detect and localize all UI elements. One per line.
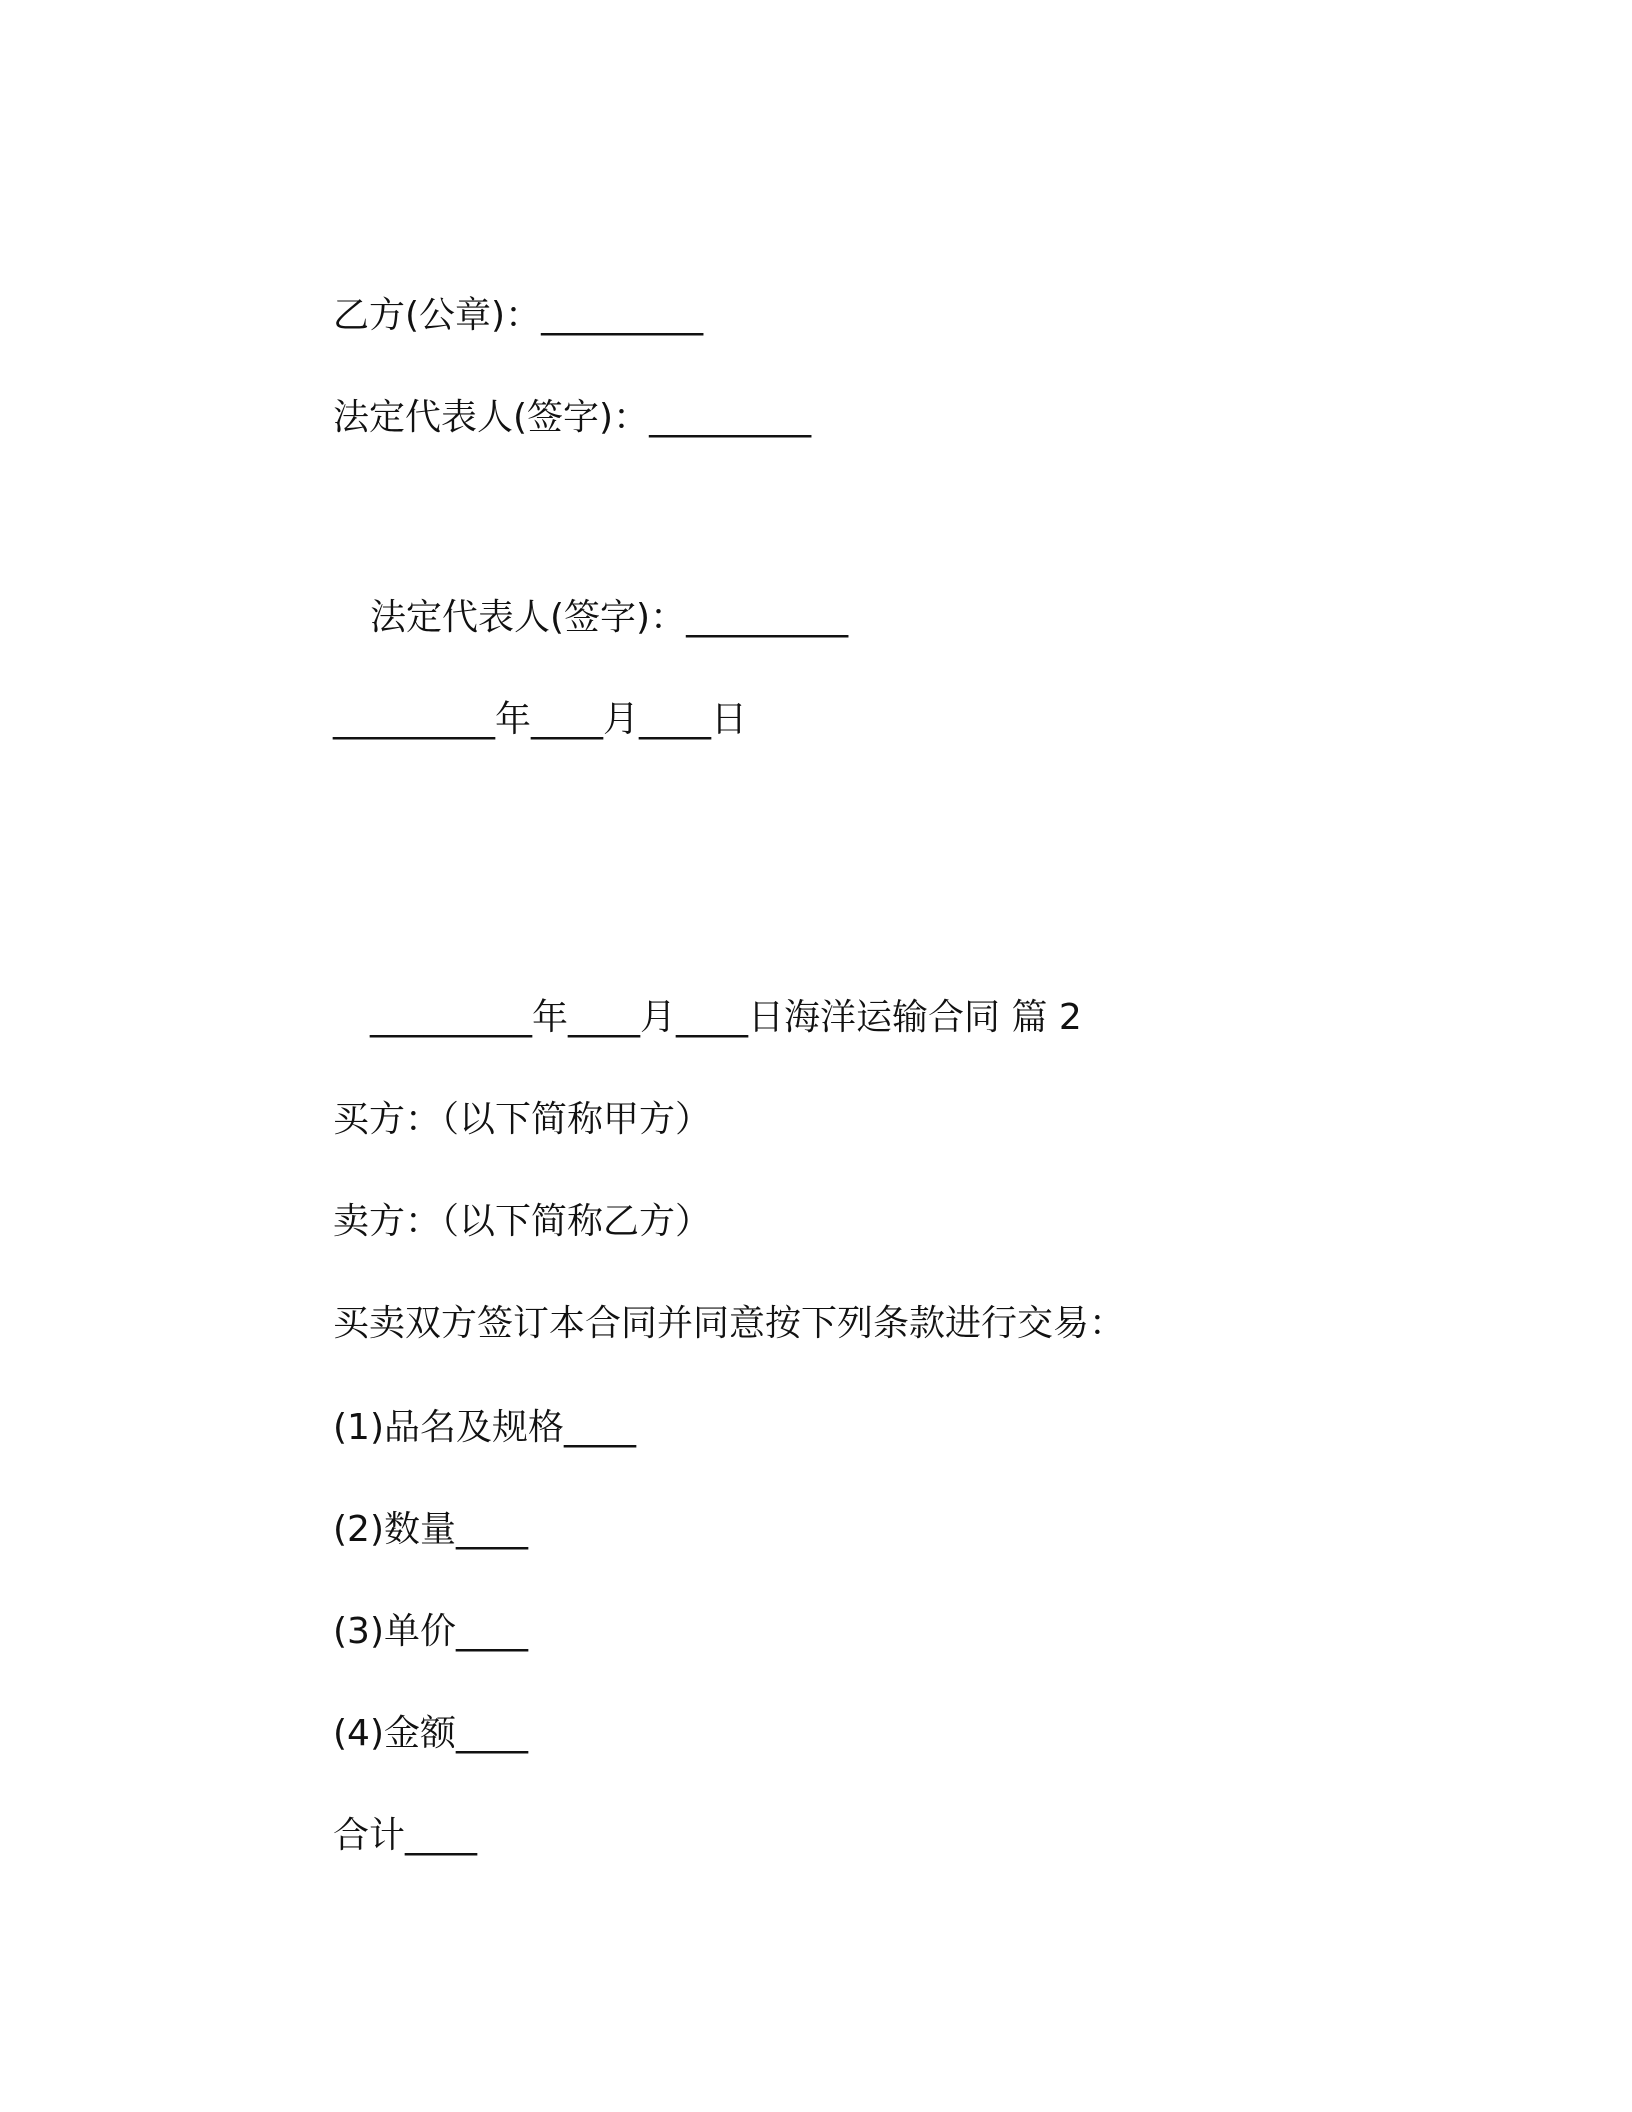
- agreement-intro-line: 买卖双方签订本合同并同意按下列条款进行交易：: [333, 1303, 1126, 1344]
- amount-line: (4)金额____: [333, 1713, 528, 1754]
- buyer-line: 买方：（以下简称甲方）: [333, 1099, 712, 1140]
- quantity-line: (2)数量____: [333, 1509, 528, 1550]
- legal-representative-signature-line-indented: 法定代表人(签字)：_________: [370, 597, 849, 638]
- legal-representative-signature-line: 法定代表人(签字)：_________: [333, 397, 812, 438]
- item-name-spec-line: (1)品名及规格____: [333, 1407, 636, 1448]
- total-line: 合计____: [333, 1815, 478, 1856]
- contract-title-line: _________年____月____日海洋运输合同 篇 2: [370, 997, 1082, 1038]
- unit-price-line: (3)单价____: [333, 1611, 528, 1652]
- party-b-seal-line: 乙方(公章)：_________: [333, 295, 704, 336]
- seller-line: 卖方：（以下简称乙方）: [333, 1201, 712, 1242]
- date-line: _________年____月____日: [333, 699, 747, 740]
